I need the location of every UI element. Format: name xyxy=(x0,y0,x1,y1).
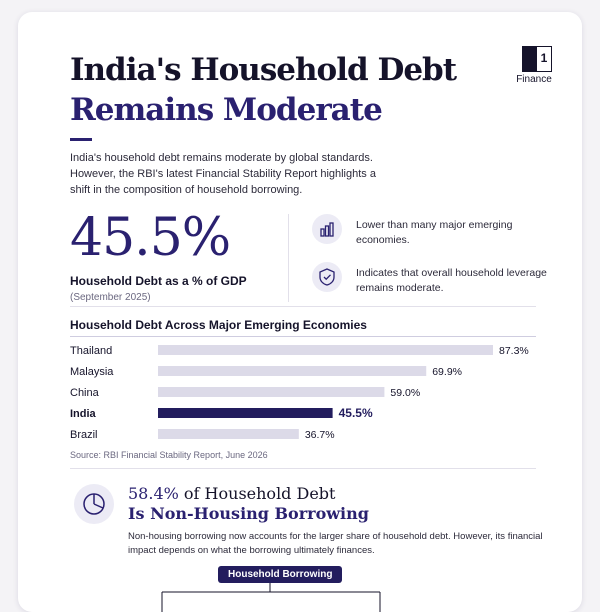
value-label-thailand: 87.3% xyxy=(499,345,529,357)
section-title-stat: 58.4% xyxy=(128,484,179,503)
category-label-brazil: Brazil xyxy=(70,429,98,441)
intro-text: India's household debt remains moderate by global standards. However, the RBI's latest Financial Stability Report highlights a shift in the composition of household borrowing. xyxy=(70,152,376,196)
chart-title: Household Debt Across Major Emerging Economies xyxy=(70,318,367,332)
infographic-card xyxy=(18,12,582,612)
value-label-china: 59.0% xyxy=(390,387,421,399)
category-label-china: China xyxy=(70,387,99,399)
title-line-1: India's Household Debt xyxy=(70,52,457,88)
value-label-india: 45.5% xyxy=(338,406,373,420)
section-description: Non-housing borrowing now accounts for the larger share of household debt. However, its financial impact depends on what the borrowing ultimately finances. xyxy=(128,531,543,556)
headline-stat-value: 45.5% xyxy=(70,208,231,268)
category-label-india: India xyxy=(70,408,96,420)
logo-number: 1 xyxy=(536,46,552,72)
chart-source: Source: RBI Financial Stability Report, June 2026 xyxy=(70,450,268,460)
category-label-malaysia: Malaysia xyxy=(70,366,114,378)
headline-stat-label: Household Debt as a % of GDP xyxy=(70,274,247,288)
value-label-malaysia: 69.9% xyxy=(432,366,463,378)
tree-root-pill: Household Borrowing xyxy=(218,566,342,583)
headline-stat-date: (September 2025) xyxy=(70,292,151,303)
title-line-2: Remains Moderate xyxy=(70,92,382,128)
section-title-line-2: Is Non-Housing Borrowing xyxy=(128,504,369,523)
value-label-brazil: 36.7% xyxy=(304,429,335,441)
point-text-2: Indicates that overall household leverage remains moderate. xyxy=(356,267,547,294)
category-label-thailand: Thailand xyxy=(70,345,113,357)
logo-text: Finance xyxy=(516,74,552,85)
tree-connectors xyxy=(18,12,582,612)
point-text-1: Lower than many major emerging economies. xyxy=(356,219,513,246)
section-title-rest: of Household Debt xyxy=(178,484,336,503)
